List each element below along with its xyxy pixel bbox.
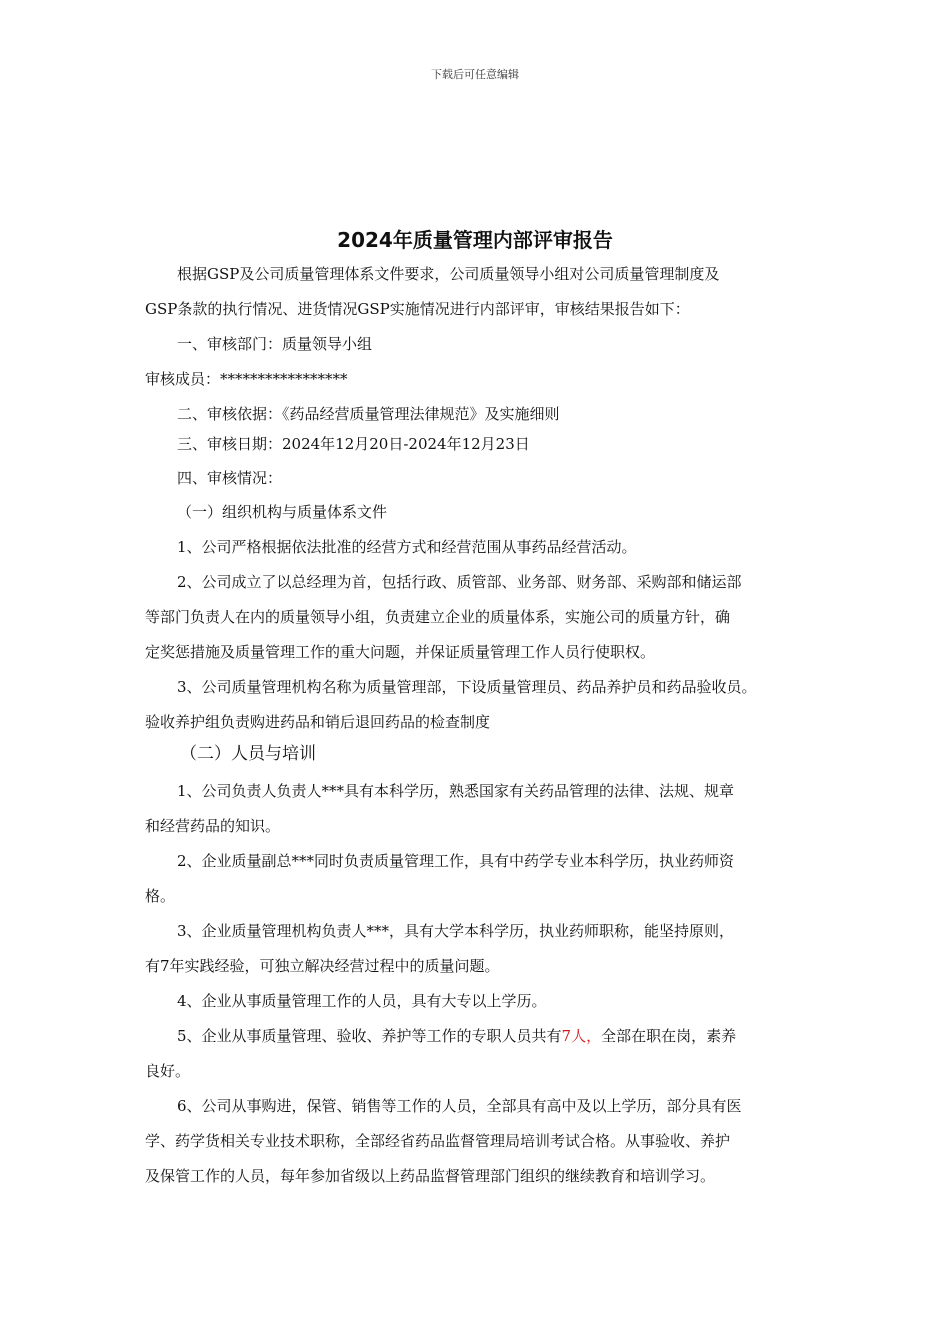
paragraph-intro-line-2: GSP条款的执行情况、进货情况GSP实施情况进行内部评审，审核结果报告如下： — [145, 300, 690, 318]
section-2-item-5-text-pre: 5、企业从事质量管理、验收、养护等工作的专职人员共有 — [177, 1027, 562, 1045]
section-2-item-5-line-1 — [177, 1026, 736, 1046]
section-2-item-1-line-2: 和经营药品的知识。 — [145, 817, 281, 835]
header-note: 下载后可任意编辑 — [431, 68, 519, 81]
section-1-item-3-line-1: 3、公司质量管理机构名称为质量管理部，下设质量管理员、药品养护员和药品验收员。 — [177, 678, 757, 696]
section-2-item-1-line-1: 1、公司负责人负责人***具有本科学历，熟悉国家有关药品管理的法律、法规、规章 — [177, 782, 735, 800]
audit-basis: 二、审核依据：《药品经营质量管理法律规范》及实施细则 — [177, 405, 560, 423]
audit-date: 三、审核日期：2024年12月20日-2024年12月23日 — [177, 435, 530, 453]
section-2-item-5-text-post: 全部在职在岗，素养 — [601, 1027, 737, 1045]
section-2-item-3-line-2: 有7年实践经验，可独立解决经营过程中的质量问题。 — [145, 957, 500, 975]
audit-department: 一、审核部门：质量领导小组 — [177, 335, 373, 353]
page-title: 2024年质量管理内部评审报告 — [337, 228, 613, 252]
section-2-item-6-line-2: 学、药学货相关专业技术职称，全部经省药品监督管理局培训考试合格。从事验收、养护 — [145, 1132, 731, 1150]
section-2-item-3-line-1: 3、企业质量管理机构负责人***，具有大学本科学历，执业药师职称，能坚持原则， — [177, 922, 735, 940]
section-1-item-2-line-3: 定奖惩措施及质量管理工作的重大问题，并保证质量管理工作人员行使职权。 — [145, 643, 656, 661]
staff-count-highlight: 7人， — [561, 1027, 602, 1045]
paragraph-intro-line-1: 根据GSP及公司质量管理体系文件要求，公司质量领导小组对公司质量管理制度及 — [177, 265, 720, 283]
section-2-item-2-line-1: 2、企业质量副总***同时负责质量管理工作，具有中药学专业本科学历，执业药师资 — [177, 852, 735, 870]
section-1-title: （一）组织机构与质量体系文件 — [177, 503, 388, 521]
section-1-item-3-line-2: 验收养护组负责购进药品和销后退回药品的检查制度 — [145, 713, 491, 731]
section-1-item-1: 1、公司严格根据依法批准的经营方式和经营范围从事药品经营活动。 — [177, 538, 637, 556]
section-2-item-6-line-3: 及保管工作的人员，每年参加省级以上药品监督管理部门组织的继续教育和培训学习。 — [145, 1167, 716, 1185]
audit-members: 审核成员：***************** — [145, 370, 348, 388]
section-2-title: （二）人员与培训 — [180, 744, 316, 764]
section-2-item-4: 4、企业从事质量管理工作的人员，具有大专以上学历。 — [177, 992, 547, 1010]
section-2-item-5-line-2: 良好。 — [145, 1062, 191, 1080]
section-1-item-2-line-2: 等部门负责人在内的质量领导小组，负责建立企业的质量体系，实施公司的质量方针，确 — [145, 608, 731, 626]
section-2-item-6-line-1: 6、公司从事购进，保管、销售等工作的人员，全部具有高中及以上学历，部分具有医 — [177, 1097, 742, 1115]
audit-situation: 四、审核情况： — [177, 469, 283, 487]
section-1-item-2-line-1: 2、公司成立了以总经理为首，包括行政、质管部、业务部、财务部、采购部和储运部 — [177, 573, 742, 591]
section-2-item-2-line-2: 格。 — [145, 887, 176, 905]
